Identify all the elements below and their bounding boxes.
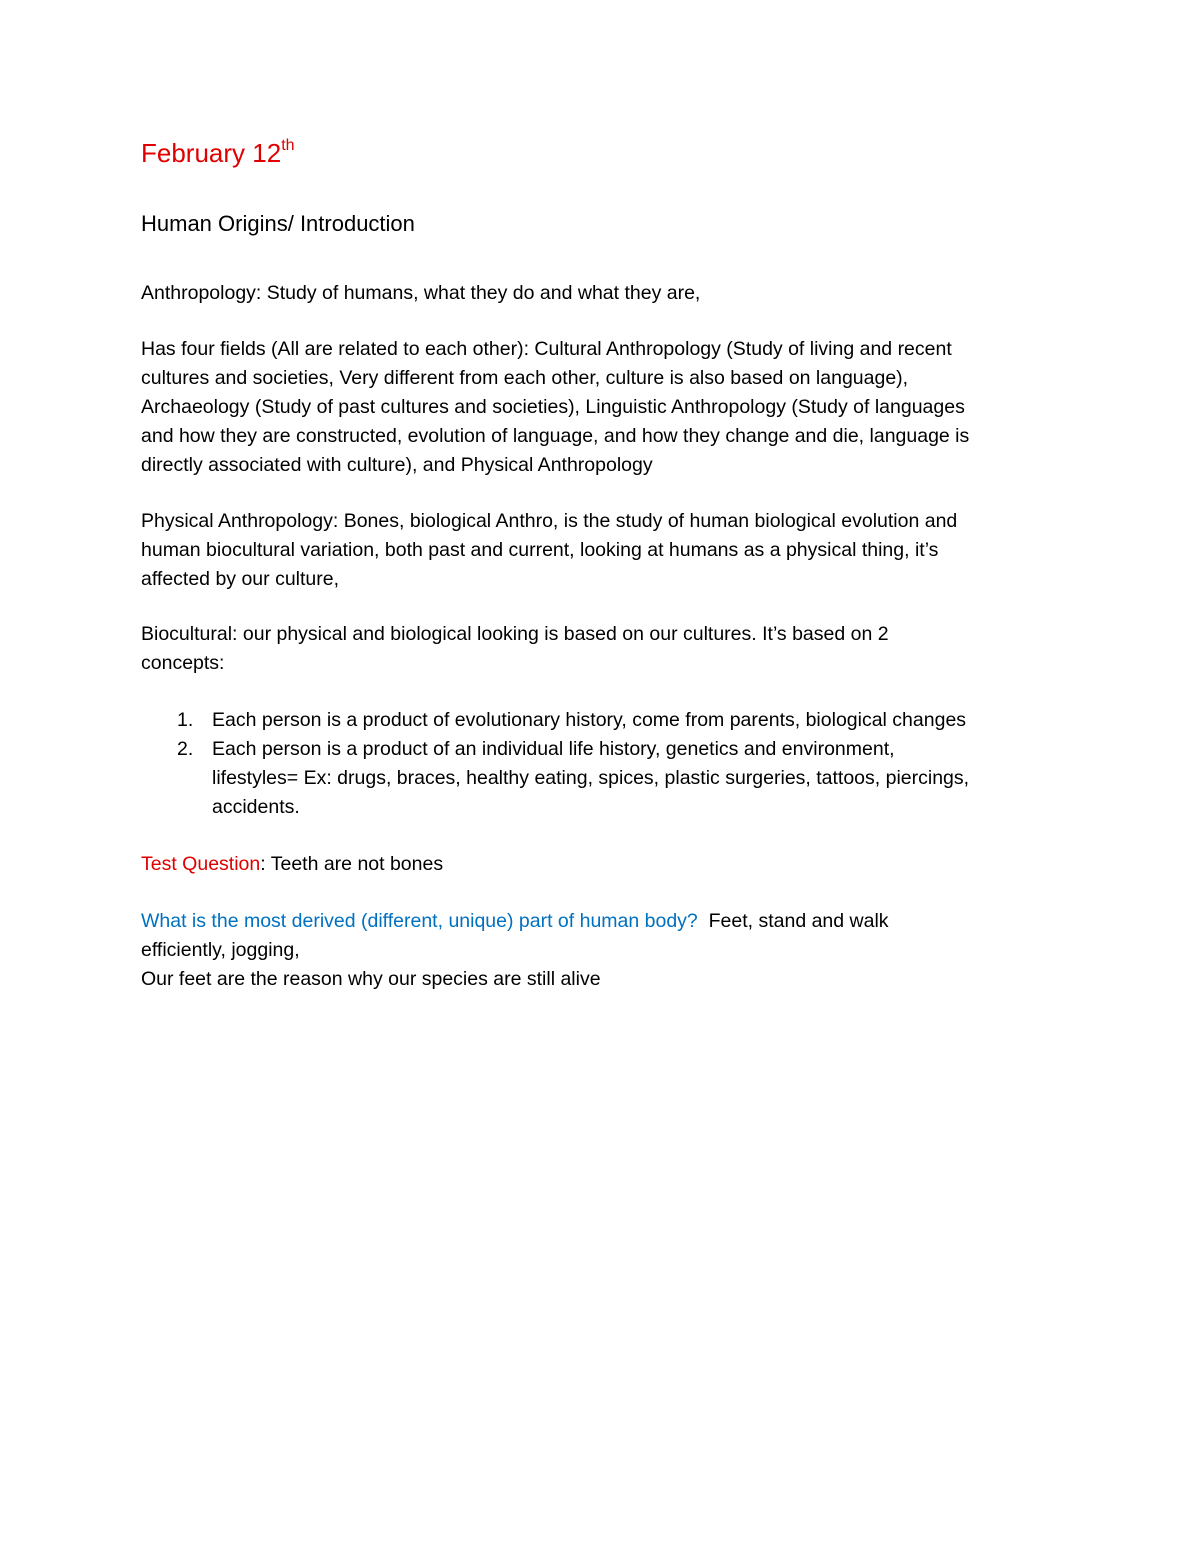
- anthropology-definition: [141, 279, 1061, 308]
- list-item-line: Each person is a product of an individual life history, genetics and environment,: [212, 738, 895, 760]
- paragraph-line: [141, 907, 1061, 936]
- list-item: [141, 706, 1061, 735]
- physical-anthropology-paragraph: [141, 507, 1061, 594]
- paragraph-line: Physical Anthropology: Bones, biological Anthro, is the study of human biological evolution and: [141, 510, 958, 532]
- list-item-line: Each person is a product of evolutionary history, come from parents, biological changes: [212, 709, 967, 731]
- list-item-line: lifestyles= Ex: drugs, braces, healthy eating, spices, plastic surgeries, tattoos, piercings,: [212, 767, 970, 789]
- paragraph-line: [141, 850, 1061, 879]
- derived-answer: Feet, stand and walk: [697, 910, 889, 932]
- paragraph-line: concepts:: [141, 652, 225, 674]
- date-text: February 12: [141, 138, 282, 168]
- paragraph-line: Biocultural: our physical and biological looking is based on our cultures. It’s based on 2: [141, 623, 889, 645]
- list-item-line: accidents.: [212, 796, 300, 818]
- date-superscript: th: [281, 137, 295, 155]
- test-question-paragraph: [141, 850, 1061, 879]
- test-question-text: : Teeth are not bones: [260, 853, 444, 875]
- concepts-list: [141, 706, 1061, 822]
- paragraph-line: Our feet are the reason why our species are still alive: [141, 968, 601, 990]
- paragraph-line: Archaeology (Study of past cultures and societies), Linguistic Anthropology (Study of languages: [141, 396, 965, 418]
- list-number: 1.: [177, 709, 194, 731]
- paragraph-line: cultures and societies, Very different from each other, culture is also based on language),: [141, 367, 909, 389]
- paragraph-line: efficiently, jogging,: [141, 939, 300, 961]
- paragraph-line: human biocultural variation, both past and current, looking at humans as a physical thing, it’s: [141, 539, 939, 561]
- paragraph-line: Has four fields (All are related to each other): Cultural Anthropology (Study of living and recent: [141, 338, 952, 360]
- list-item: [141, 735, 1061, 822]
- lecture-title: Human Origins/ Introduction: [141, 211, 415, 236]
- paragraph-line: affected by our culture,: [141, 568, 340, 590]
- test-question-label: Test Question: [141, 853, 261, 875]
- list-number: 2.: [177, 738, 194, 760]
- paragraph-line: and how they are constructed, evolution of language, and how they change and die, language is: [141, 425, 970, 447]
- date-heading: [141, 137, 295, 168]
- paragraph-line: Anthropology: Study of humans, what they do and what they are,: [141, 282, 701, 304]
- derived-question-paragraph: [141, 907, 1061, 994]
- biocultural-paragraph: [141, 620, 1061, 678]
- paragraph-line: directly associated with culture), and Physical Anthropology: [141, 454, 653, 476]
- derived-question: What is the most derived (different, unique) part of human body?: [141, 910, 698, 932]
- four-fields-paragraph: [141, 335, 1061, 480]
